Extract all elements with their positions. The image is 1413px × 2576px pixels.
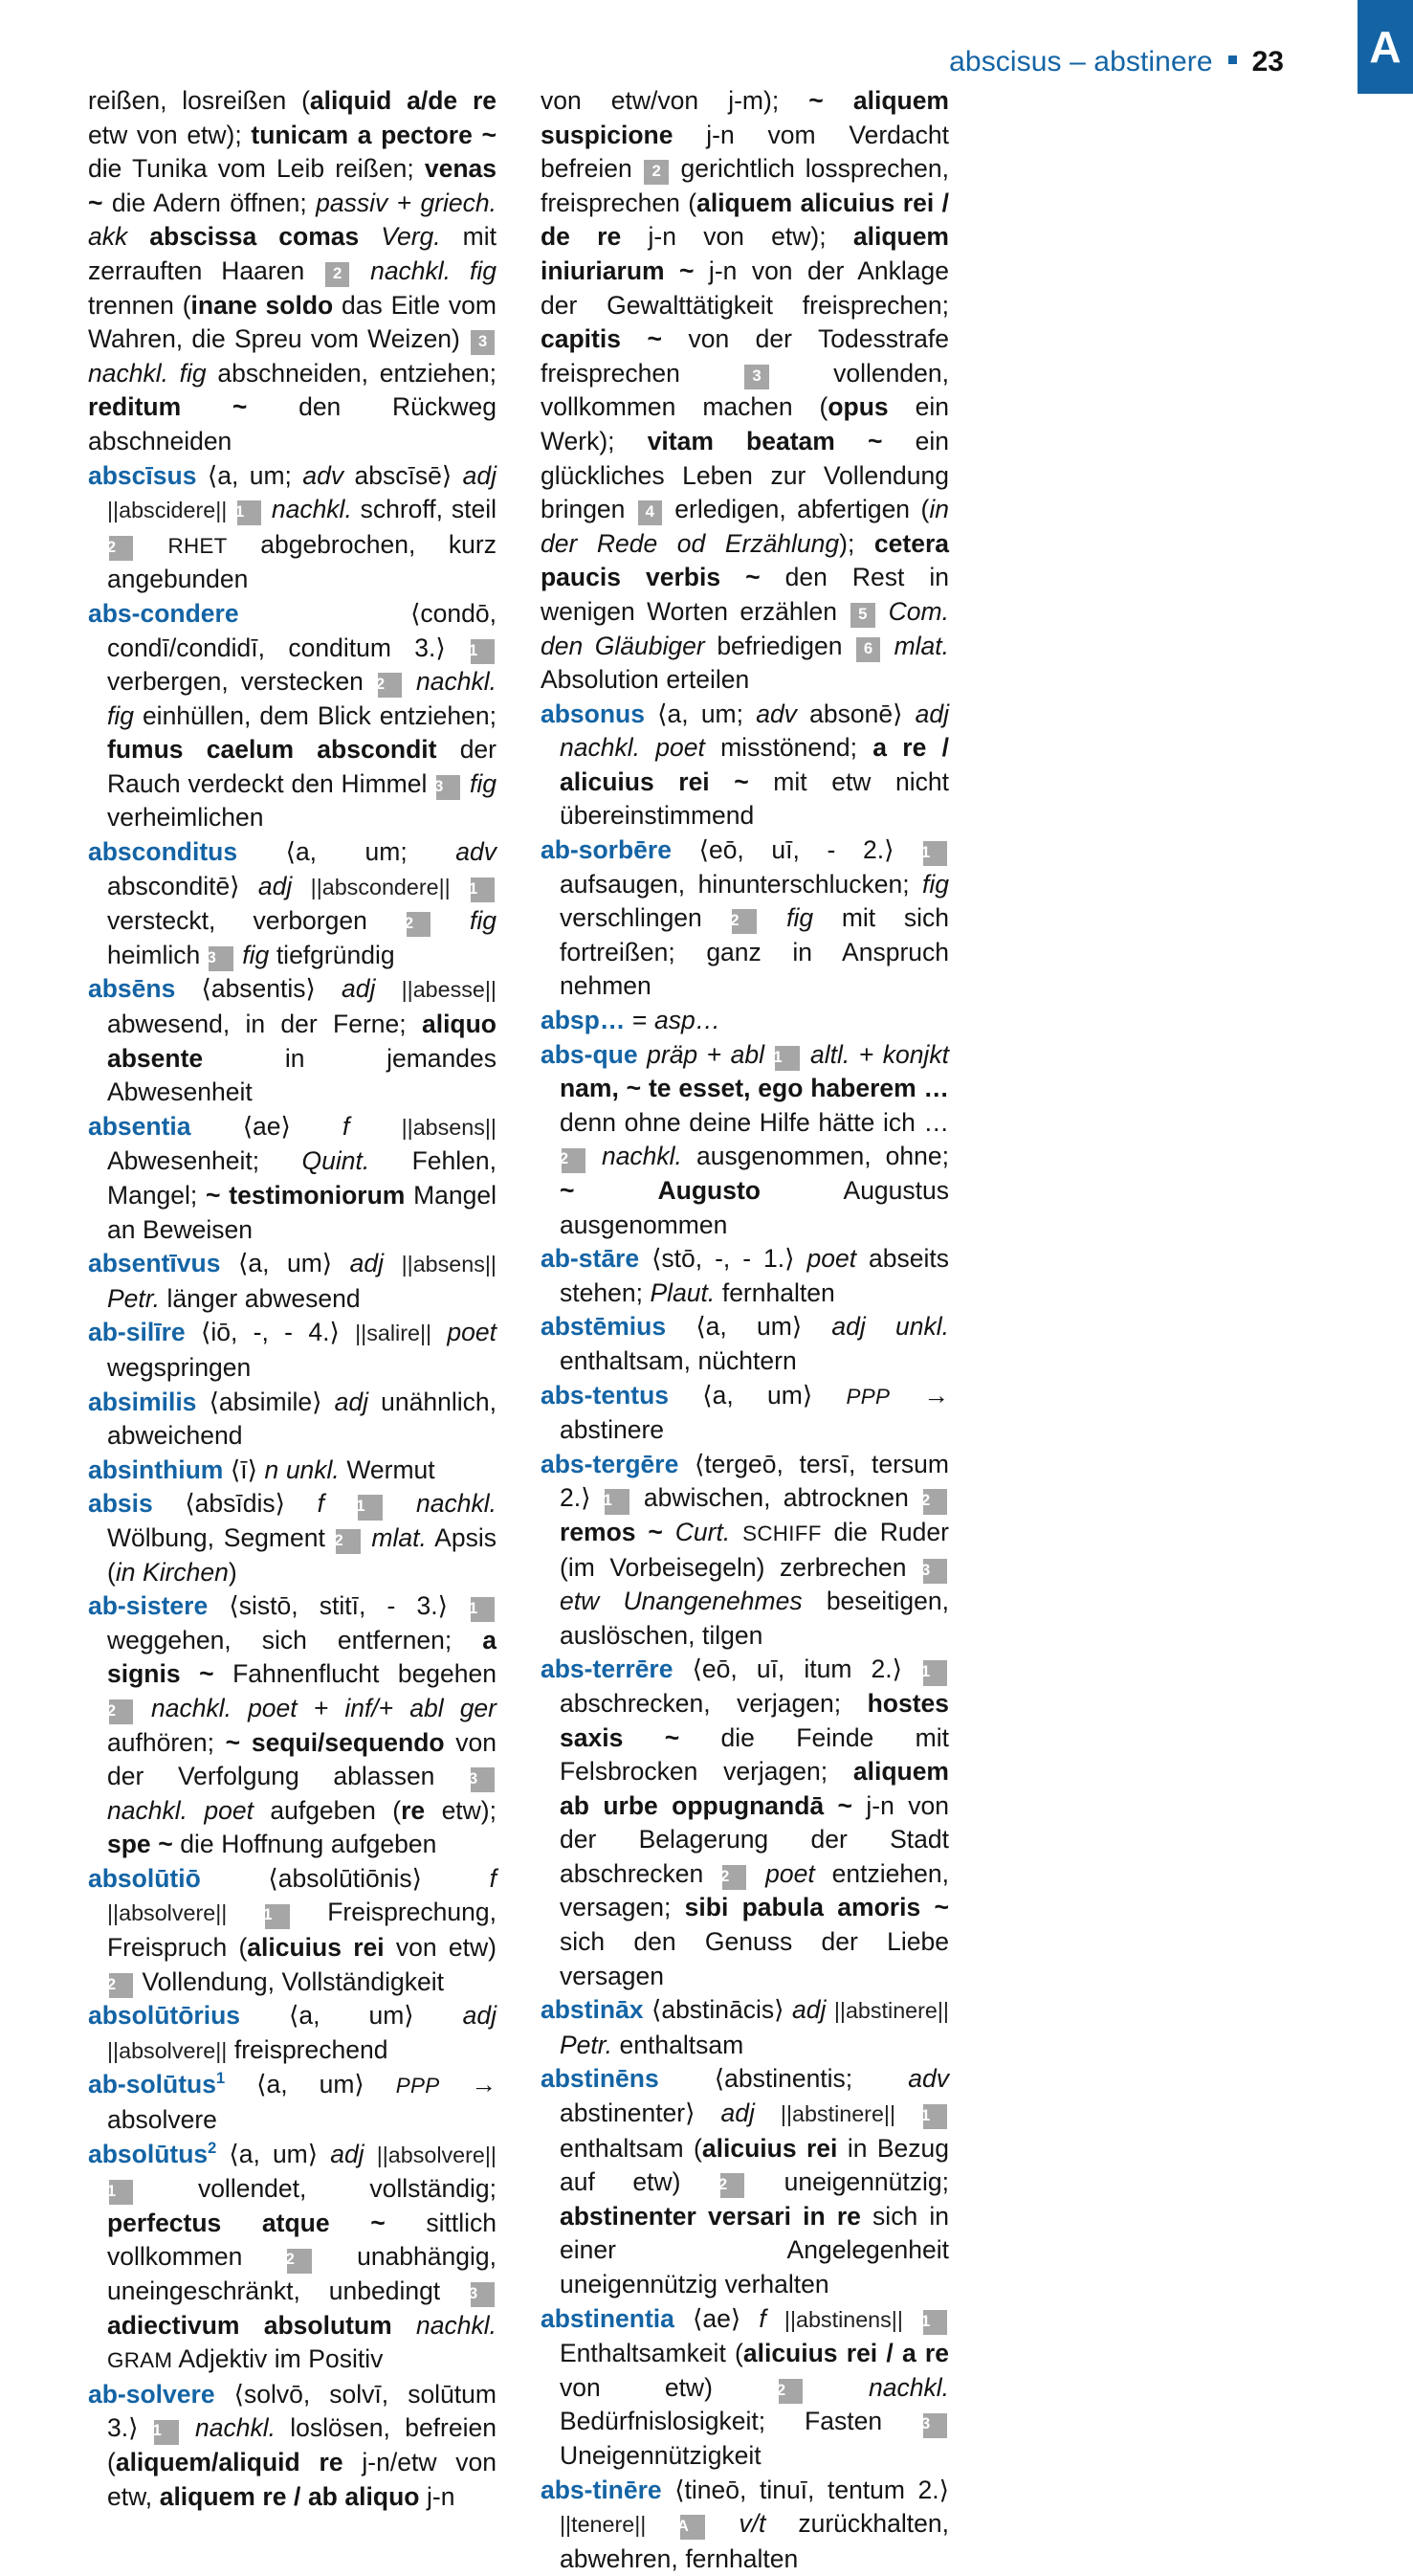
dictionary-entry: abs-que präp + abl 1 altl. + konjkt nam, ~ te esset, ego haberem … denn ohne deine Hilfe hätte ich … 2 nachkl. ausgenommen, ohne; ~ Augusto Augustus ausgenommen	[541, 1039, 950, 1239]
dictionary-entry: abs-tergēre ⟨tergeō, tersī, tersum 2.⟩ 1 abwischen, abtrocknen 2 remos ~ Curt. SCHIFF die Ruder (im Vorbeisegeln) zerbrechen 3 etw Unangenehmes beseitigen, auslöschen, tilgen	[541, 1449, 949, 1650]
dictionary-entry: absinthium ⟨ī⟩ n unkl. Wermut	[88, 1455, 435, 1484]
running-head-range: abscisus – abstinere	[949, 46, 1213, 78]
dictionary-entry: absolūtiō ⟨absolūtiōnis⟩ f ||absolvere|| 1 Freisprechung, Freispruch (alicuius rei von etw) 2 Vollendung, Vollständigkeit	[88, 1862, 497, 1999]
dictionary-entry: abs-terrēre ⟨eō, uī, itum 2.⟩ 1 abschrecken, verjagen; hostes saxis ~ die Feinde mit Felsbrocken verjagen; aliquem ab urbe oppugnandā ~ j-n von der Belagerung der Stadt abschrecken 2 poet entziehen, versagen; sibi pabula amoris ~ sich den Genuss der Liebe versagen	[541, 1654, 949, 1990]
dictionary-entry: abstinentia ⟨ae⟩ f ||abstinens|| 1 Enthaltsamkeit (alicuius rei / a re von etw) 2 nachkl. Bedürfnislosigkeit; Fasten 3 Uneigennützigkeit	[541, 2303, 949, 2470]
entry-continuation: reißen, losreißen (aliquid a/de re etw von etw); tunicam a pectore ~ die Tunika vom Leib reißen; venas ~ die Adern öffnen; passiv + griech. akk abscissa comas Verg. mit zerrauften Haaren 2 nachkl. fig trennen (inane soldo das Eitle vom Wahren, die Spreu vom Weizen) 3 nachkl. fig abschneiden, entziehen; reditum ~ den Rückweg abschneiden	[88, 86, 497, 455]
dictionary-entry: ab-sorbēre ⟨eō, uī, - 2.⟩ 1 aufsaugen, hinunterschlucken; fig verschlingen 2 fig mit sich fortreißen; ganz in Anspruch nehmen	[541, 835, 949, 1001]
square-bullet-icon	[1228, 56, 1237, 64]
dictionary-entry: abs-tentus ⟨a, um⟩ PPP → abstinere	[541, 1380, 949, 1445]
dictionary-entry: abstinēns ⟨abstinentis; adv abstinenter⟩ adj ||abstinere|| 1 enthaltsam (alicuius rei in Bezug auf etw) 2 uneigennützig; abstinenter versari in re sich in einer Angelegenheit uneigennützig verhalten	[541, 2064, 949, 2298]
dictionary-entry: absolūtōrius ⟨a, um⟩ adj ||absolvere|| freisprechend	[88, 2001, 497, 2064]
dictionary-entry: absolūtus$^2$ ⟨a, um⟩ adj ||absolvere|| 1 vollendet, vollständig; perfectus atque ~ sittlich vollkommen 2 unabhängig, uneingeschränkt, unbedingt 3 adiectivum absolutum nachkl. GRAM Adjektiv im Positiv	[88, 2139, 497, 2374]
dictionary-entry: ab-solūtus$^1$ ⟨a, um⟩ PPP → absolvere	[88, 2070, 497, 2135]
dictionary-entry: abstēmius ⟨a, um⟩ adj unkl. enthaltsam, nüchtern	[541, 1312, 950, 1375]
dictionary-entry: ab-sistere ⟨sistō, stitī, - 3.⟩ 1 weggehen, sich entfernen; a signis ~ Fahnenflucht begehen 2 nachkl. poet + inf/+ abl ger aufhören; ~ sequi/sequendo von der Verfolgung ablassen 3 nachkl. poet aufgeben (re etw); spe ~ die Hoffnung aufgeben	[88, 1591, 497, 1859]
dictionary-entry: abstināx ⟨abstinācis⟩ adj ||abstinere|| Petr. enthaltsam	[541, 1995, 949, 2059]
page-number: 23	[1251, 46, 1284, 78]
dictionary-entry: ab-silīre ⟨iō, -, - 4.⟩ ||salire|| poet wegspringen	[88, 1318, 497, 1382]
dictionary-entry: abs-condere ⟨condō, condī/condidī, conditum 3.⟩ 1 verbergen, verstecken 2 nachkl. fig einhüllen, dem Blick entziehen; fumus caelum abscondit der Rauch verdeckt den Himmel 3 fig verheimlichen	[88, 598, 497, 833]
dictionary-entry: abscīsus ⟨a, um; adv abscīsē⟩ adj ||abscidere|| 1 nachkl. schroff, steil 2 RHET abgebrochen, kurz angebunden	[88, 460, 497, 594]
entry-continuation: von etw/von j-m); ~ aliquem suspicione j-n vom Verdacht befreien 2 gerichtlich lossprechen, freisprechen (aliquem alicuius rei / de re j-n von etw); aliquem iniuriarum ~ j-n von der Anklage der Gewalttätigkeit freisprechen; capitis ~ von der Todesstrafe freisprechen 3 vollenden, vollkommen machen (opus ein Werk); vitam beatam ~ ein glückliches Leben zur Vollendung bringen 4 erledigen, abfertigen (in der Rede od Erzählung); cetera paucis verbis ~ den Rest in wenigen Worten erzählen 5 Com. den Gläubiger befriedigen 6 mlat. Absolution erteilen	[541, 86, 950, 695]
dictionary-entry: absonus ⟨a, um; adv absonē⟩ adj nachkl. poet misstönend; a re / alicuius rei ~ mit etw nicht übereinstimmend	[541, 699, 949, 831]
dictionary-entry: ab-stāre ⟨stō, -, - 1.⟩ poet abseits stehen; Plaut. fernhalten	[541, 1244, 949, 1307]
dictionary-entry: absp… = asp…	[541, 1006, 721, 1035]
column-left	[88, 84, 497, 2576]
dictionary-entry: absentia ⟨ae⟩ f ||absens|| Abwesenheit; Quint. Fehlen, Mangel; ~ testimoniorum Mangel an Beweisen	[88, 1111, 497, 1244]
running-head-inner	[949, 46, 1284, 78]
dictionary-columns	[88, 84, 1332, 2576]
dictionary-entry: absimilis ⟨absimile⟩ adj unähnlich, abweichend	[88, 1387, 497, 1451]
dictionary-entry: absentīvus ⟨a, um⟩ adj ||absens|| Petr. länger abwesend	[88, 1249, 497, 1313]
dictionary-entry: absconditus ⟨a, um; adv absconditē⟩ adj ||abscondere|| 1 versteckt, verborgen 2 fig heimlich 3 fig tiefgründig	[88, 835, 497, 972]
thumb-index-tab[interactable]: A	[1358, 0, 1413, 94]
dictionary-entry: abs-tinēre ⟨tineō, tinuī, tentum 2.⟩ ||tenere|| A v/t zurückhalten, abwehren, fernhalten	[541, 2475, 949, 2573]
column-right	[541, 84, 949, 2576]
dictionary-entry: absēns ⟨absentis⟩ adj ||abesse|| abwesend, in der Ferne; aliquo absente in jemandes Abwesenheit	[88, 974, 497, 1107]
dictionary-entry: absis ⟨absīdis⟩ f 1 nachkl. Wölbung, Segment 2 mlat. Apsis (in Kirchen)	[88, 1489, 497, 1587]
dictionary-entry: ab-solvere ⟨solvō, solvī, solūtum 3.⟩ 1 nachkl. loslösen, befreien (aliquem/aliquid re j-n/etw von etw, aliquem re / ab aliquo j-n	[88, 2379, 497, 2511]
